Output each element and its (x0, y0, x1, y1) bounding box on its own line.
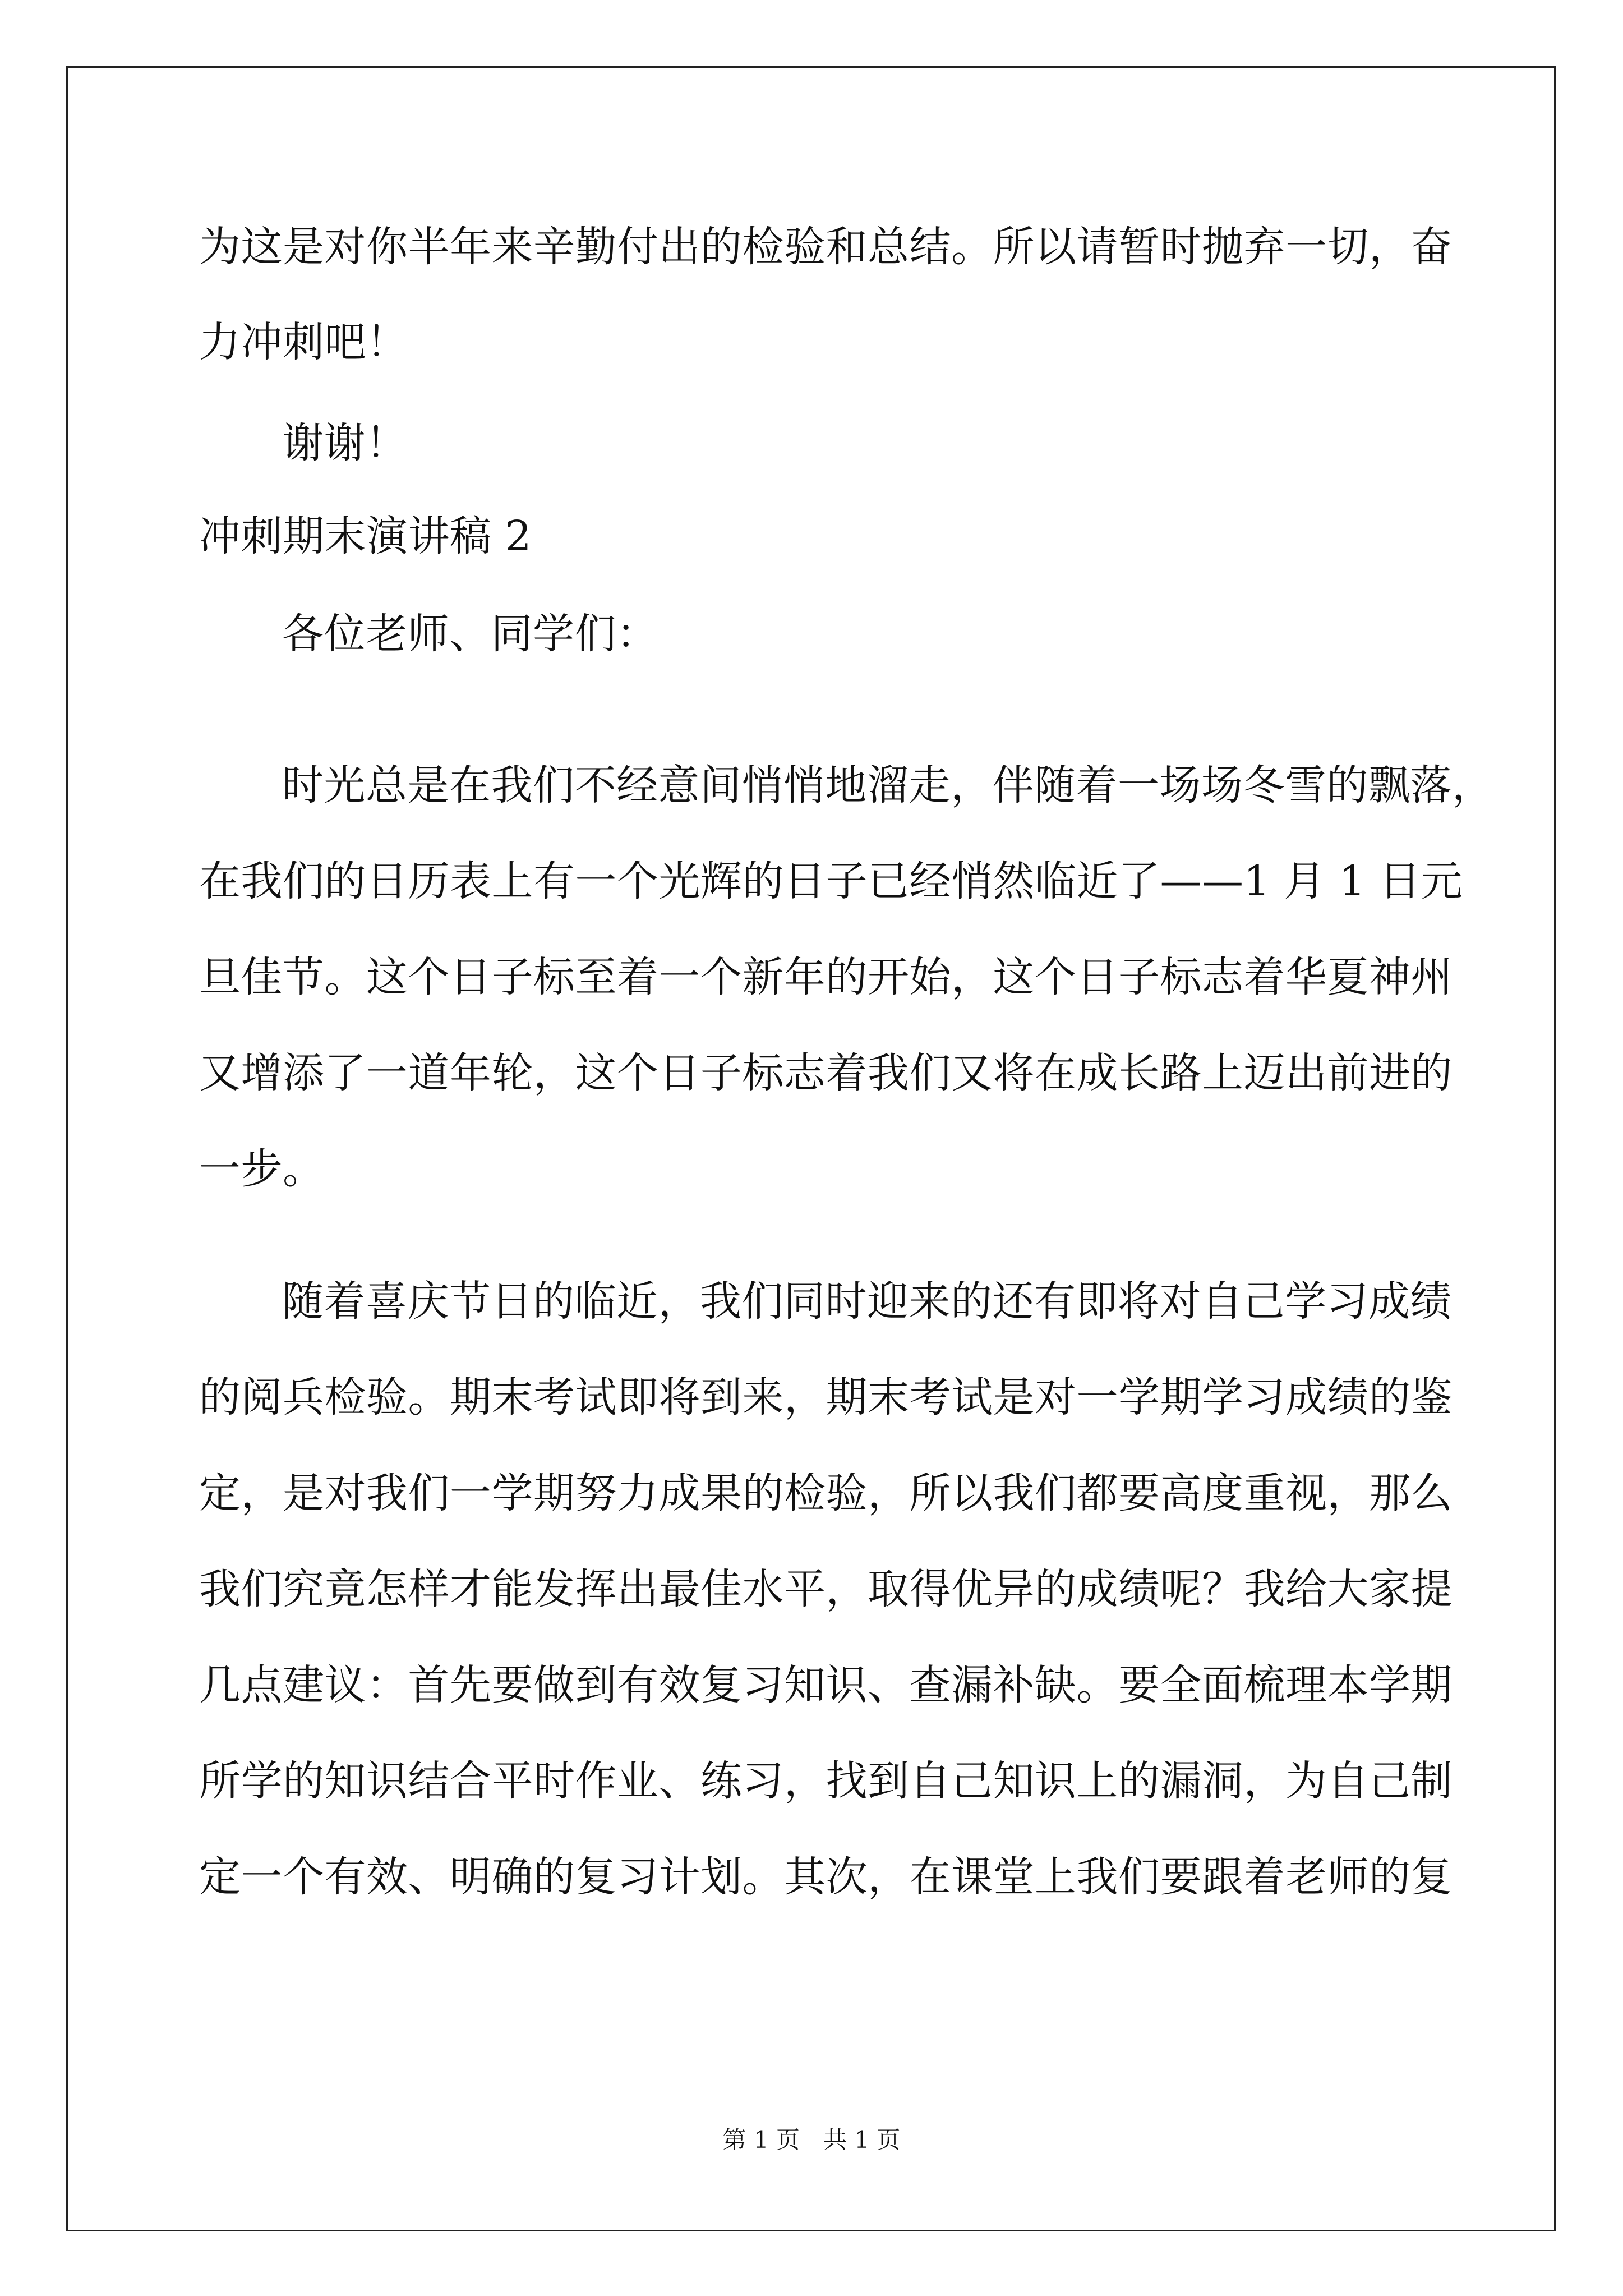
text-line: 的阅兵检验。期末考试即将到来，期末考试是对一学期学习成绩的鉴 (199, 1373, 1453, 1421)
page-number: 第 1 页 共 1 页 (722, 2126, 901, 2154)
text-line: 在我们的日历表上有一个光辉的日子已经悄然临近了——1 月 1 日元 (199, 857, 1463, 905)
text-line: 谢谢！ (282, 419, 408, 467)
text-line: 一步。 (199, 1145, 325, 1193)
salutation: 各位老师、同学们： (282, 610, 658, 658)
text-line: 随着喜庆节日的临近，我们同时迎来的还有即将对自己学习成绩 (282, 1277, 1452, 1326)
text-line: 定，是对我们一学期努力成果的检验，所以我们都要高度重视，那么 (199, 1469, 1453, 1517)
text-line: 几点建议：首先要做到有效复习知识、查漏补缺。要全面梳理本学期 (199, 1661, 1453, 1709)
text-line: 所学的知识结合平时作业、练习，找到自己知识上的漏洞，为自己制 (199, 1757, 1453, 1805)
text-line: 定一个有效、明确的复习计划。其次，在课堂上我们要跟着老师的复 (199, 1853, 1453, 1901)
text-line: 力冲刺吧！ (199, 318, 408, 366)
text-line: 又增添了一道年轮，这个日子标志着我们又将在成长路上迈出前进的 (199, 1049, 1453, 1097)
text-line: 我们究竟怎样才能发挥出最佳水平，取得优异的成绩呢？我给大家提 (199, 1565, 1453, 1613)
section-heading: 冲刺期末演讲稿 2 (199, 512, 532, 560)
text-line: 旦佳节。这个日子标至着一个新年的开始，这个日子标志着华夏神州 (199, 953, 1453, 1001)
text-line: 时光总是在我们不经意间悄悄地溜走，伴随着一场场冬雪的飘落， (282, 761, 1494, 809)
text-line: 为这是对你半年来辛勤付出的检验和总结。所以请暂时抛弃一切，奋 (199, 223, 1453, 271)
